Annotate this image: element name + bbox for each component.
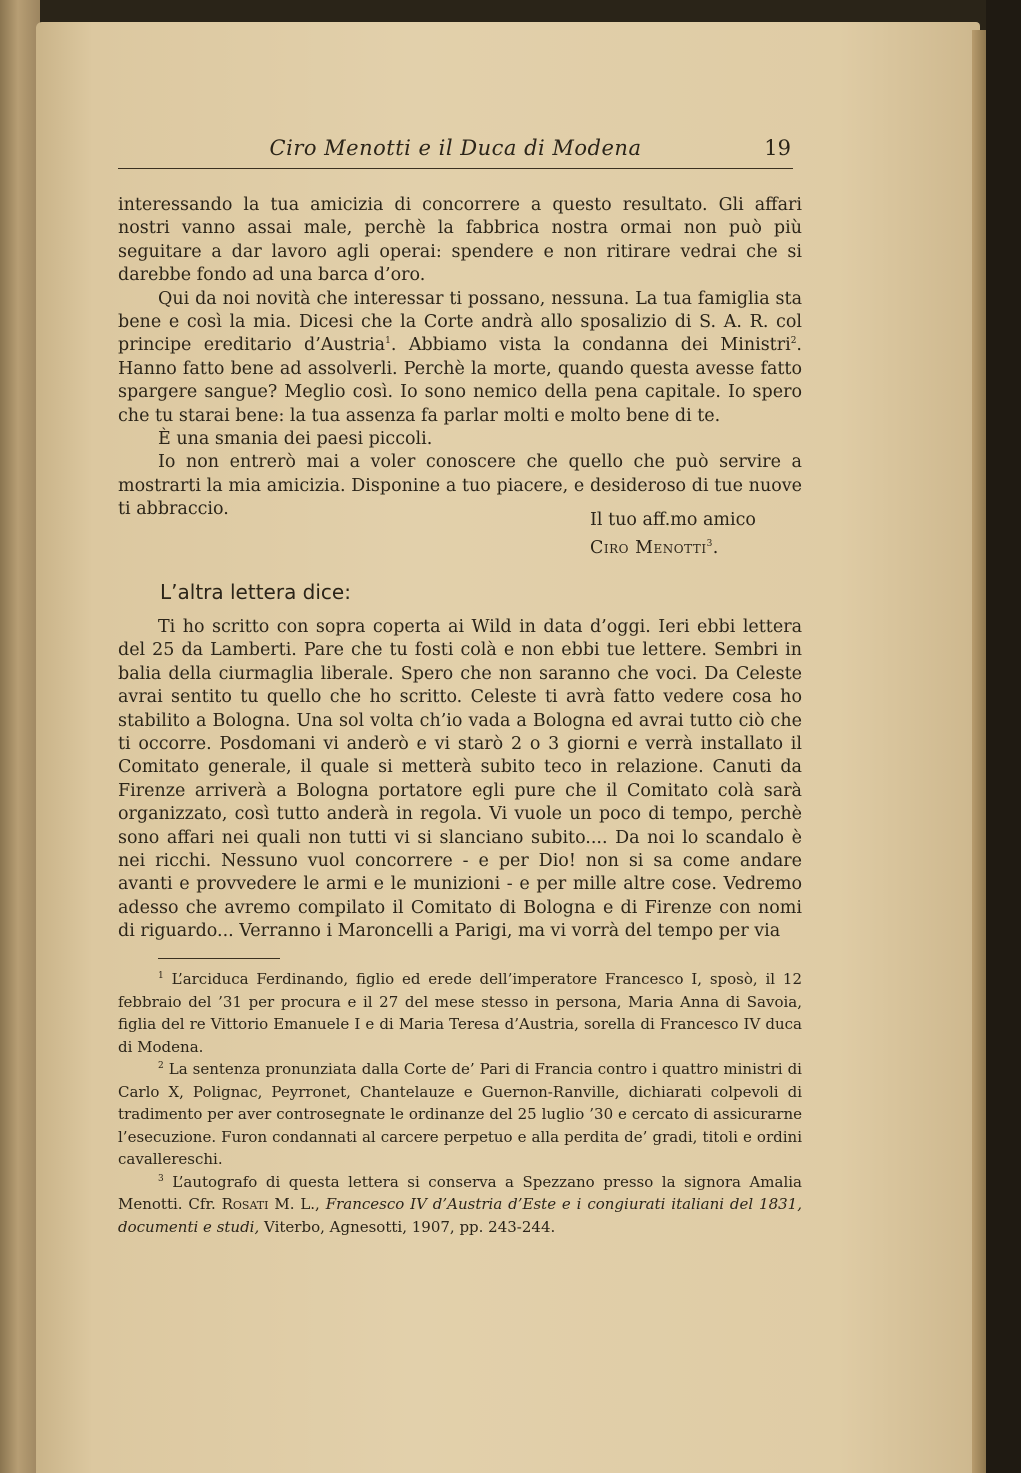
letter-closing: Il tuo aff.mo amico [590,510,756,530]
footnote-mark: 3 [706,539,713,550]
page-number: 19 [764,136,791,160]
footnote-number: 1 [158,971,164,981]
footnote-text: La sentenza pronunziata dalla Corte de’ Pari di Francia contro i quattro ministri di Carlo X, Polignac, Peyrronet, Chantelauze e Guernon-Ranville, dichiarati colpevoli di tradimento per aver controsegnate le ordinanze del 25 luglio ’30 e cercato di assicurarne l’esecuzione. Furon condannati al carcere perpetuo e alla perdita de’ gradi, titoli e ordini cavallereschi. [118,1060,802,1168]
footnote-book-title: Francesco IV d’Austria d’Este e i congiurati italiani del 1831, documenti e studi, [118,1195,802,1236]
scan-background [986,0,1021,1473]
footnote-author: Rosati M. L., [221,1195,320,1213]
footnote-text: L’autografo di questa lettera si conserva a Spezzano presso la signora Amalia Menotti. Cfr. [118,1172,802,1213]
footnote-number: 3 [158,1173,164,1184]
footnote-2 [118,1058,802,1171]
running-head [118,132,793,172]
letter-one-paragraph: interessando la tua amicizia di concorrere a questo resultato. Gli affari nostri vanno assai male, perchè la fabbrica nostra ormai non può più seguitare a dar lavoro agli operai: spendere e non ritirare vedrai che si darebbe fondo ad una barca d’oro. [118,195,802,286]
signature-name: Ciro Menotti [590,538,707,558]
running-title: Ciro Menotti e il Duca di Modena [269,136,642,160]
footnote-mark: 1 [385,336,391,347]
footnote-number: 2 [158,1061,164,1071]
footnote-rule [158,958,280,959]
left-page-edge [0,0,40,1473]
letter-signature: Ciro Menotti$^3$. [590,538,719,558]
letter-two-paragraph: Ti ho scritto con sopra coperta ai Wild in data d’oggi. Ieri ebbi lettera del 25 da Lamberti. Pare che tu fosti colà e non ebbi tue lettere. Sembri in balia della ciurmaglia liberale. Spero che non saranno che voci. Da Celeste avrai sentito tu quello che ho scritto. Celeste ti avrà fatto vedere cosa ho stabilito a Bologna. Una sol volta ch’io vada a Bologna ed avrai tutto ciò che ti occorre. Posdomani vi anderò e vi starò 2 o 3 giorni e verrà installato il Comitato generale, il quale si metterà subito teco in relazione. Canuti da Firenze arriverà a Bologna portatore egli pure che il Comitato colà sarà organizzato, così tutto anderà in regola. Vi vuole un poco di tempo, perchè sono affari nei quali non tutti vi si slanciano subito.... Da noi lo scandalo è nei ricchi. Nessuno vuol concorrere - e per Dio! non si sa come andare avanti e provvedere le armi e le munizioni - e per mille altre cose. Vedremo adesso che avremo compilato il Comitato di Bologna e di Firenze con nomi di riguardo... Verranno i Maroncelli a Parigi, ma vi vorrà del tempo per via [118,617,802,942]
footnote-mark: 2 [790,336,797,347]
paragraph-text: Qui da noi novità che interessar ti possano, nessuna. La tua famiglia sta bene e così la mia. Dicesi che la Corte andrà allo sposalizio di S. A. R. col principe ereditario d’Austria [118,288,802,356]
footnotes [118,968,802,1238]
paragraph-text: Abbiamo vista la condanna dei Ministri [408,335,791,356]
footnote-1 [118,968,802,1058]
letter-one-paragraph: Io non entrerò mai a voler conoscere che quello che può servire a mostrarti la mia amicizia. Disponine a tuo piacere, e desideroso di tue nuove ti abbraccio. [118,452,802,520]
letter-one-paragraph: Qui da noi novità che interessar ti possano, nessuna. La tua famiglia sta bene e così la mia. Dicesi che la Corte andrà allo sposalizio di S. A. R. col principe ereditario d’Austria$^1$. Abbiamo vista la condanna dei Ministri$^2$. Hanno fatto bene ad assolverli. Perchè la morte, quando questa avesse fatto spargere sangue? Meglio così. Io sono nemico della pena capitale. Io spero che tu starai bene: la tua assenza fa parlar molti e molto bene di te. [118,288,802,426]
header-rule [118,168,793,169]
footnote-text: L’arciduca Ferdinando, figlio ed erede dell’imperatore Francesco I, sposò, il 12 febbraio del ’31 per procura e il 27 del mese stesso in persona, Maria Anna di Savoia, figlia del re Vittorio Emanuele I e di Maria Teresa d’Austria, sorella di Francesco IV duca di Modena. [118,970,802,1056]
footnote-3 [118,1171,802,1239]
intro-line: L’altra lettera dice: [160,580,351,604]
letter-one-body [118,194,802,522]
page-fore-edge [972,30,986,1473]
footnote-text: Viterbo, Agnesotti, 1907, pp. 243-244. [264,1217,556,1236]
paragraph-text: Hanno fatto bene ad assolverli. Perchè la morte, quando questa avesse fatto spargere sangue? Meglio così. Io sono nemico della pena capitale. Io spero che tu starai bene: la tua assenza fa parlar molti e molto bene di te. [118,358,802,426]
letter-two-body [118,616,802,944]
letter-one-paragraph: È una smania dei paesi piccoli. [158,429,433,450]
